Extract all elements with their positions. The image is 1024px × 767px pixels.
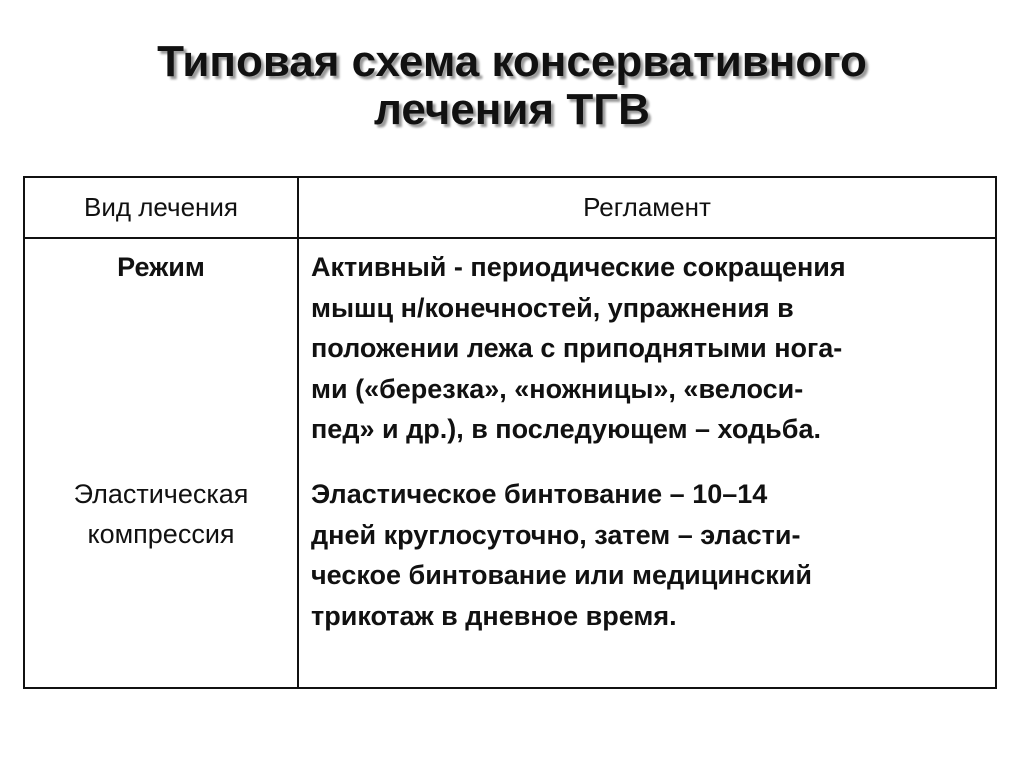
- row-regime-regulation-line: ми («березка», «ножницы», «велоси-: [311, 373, 804, 404]
- table-column-divider: [297, 178, 299, 687]
- row-regime-regulation: [311, 247, 991, 450]
- slide-title-line-2: лечения ТГВ: [374, 85, 650, 134]
- row-compression-type: [25, 474, 297, 554]
- header-regulation: Регламент: [583, 192, 711, 222]
- row-compression-regulation-line: трикотаж в дневное время.: [311, 600, 677, 631]
- row-regime-type: [25, 247, 297, 287]
- row-regime-type-line: Режим: [117, 252, 205, 282]
- table-header-divider: [25, 237, 995, 239]
- row-regime-regulation-line: мышц н/конечностей, упражнения в: [311, 292, 794, 323]
- slide-title-line-1: Типовая схема консервативного: [157, 37, 867, 86]
- row-compression-regulation: [311, 474, 991, 636]
- row-regime-regulation-line: положении лежа с приподнятыми нога-: [311, 333, 843, 363]
- row-compression-type-line: Эластическая: [73, 479, 249, 509]
- header-treatment-type: Вид лечения: [84, 192, 238, 222]
- row-regime-regulation-line: пед» и др.), в последующем – ходьба.: [311, 414, 821, 444]
- row-compression-regulation-line: дней круглосуточно, затем – эласти-: [311, 519, 801, 550]
- treatment-table: [23, 176, 997, 689]
- row-compression-regulation-line: Эластическое бинтование – 10–14: [311, 479, 768, 509]
- row-regime-regulation-line: Активный - периодические сокращения: [311, 252, 846, 282]
- row-compression-type-line: компрессия: [87, 519, 235, 549]
- slide-title: [0, 38, 1024, 134]
- row-compression-regulation-line: ческое бинтование или медицинский: [311, 560, 812, 590]
